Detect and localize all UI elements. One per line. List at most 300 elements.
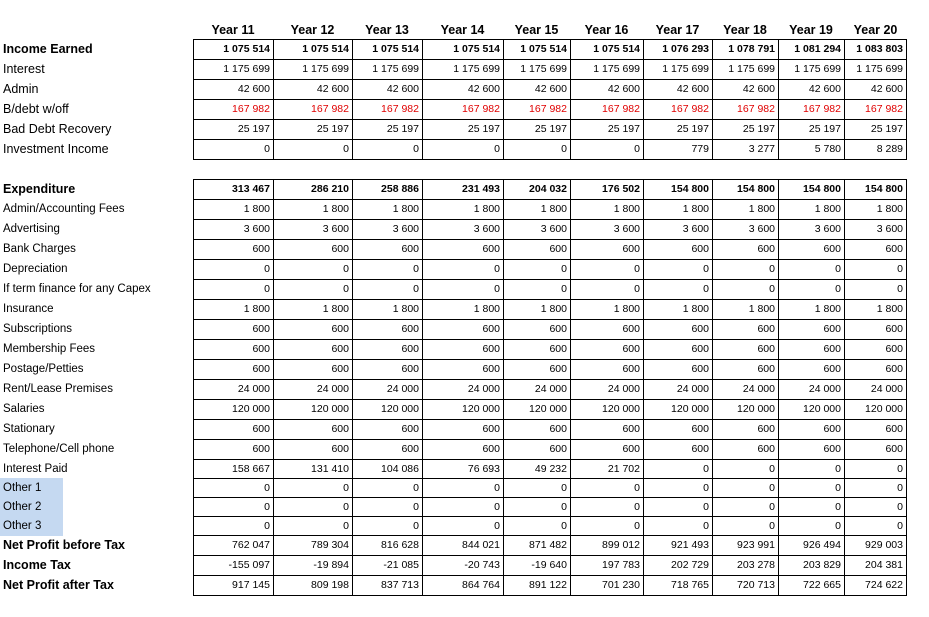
- data-cell[interactable]: 154 800: [643, 179, 712, 199]
- data-cell[interactable]: 0: [712, 279, 778, 299]
- data-cell[interactable]: 3 277: [712, 139, 778, 159]
- data-cell[interactable]: 0: [352, 516, 422, 536]
- data-cell[interactable]: 24 000: [352, 379, 422, 399]
- data-cell[interactable]: 600: [422, 419, 503, 439]
- data-cell[interactable]: 42 600: [352, 79, 422, 99]
- data-cell[interactable]: 1 800: [643, 299, 712, 319]
- data-cell[interactable]: 1 800: [643, 199, 712, 219]
- data-cell[interactable]: 25 197: [503, 119, 570, 139]
- data-cell[interactable]: 0: [193, 279, 273, 299]
- data-cell[interactable]: 1 800: [352, 299, 422, 319]
- data-cell[interactable]: 176 502: [570, 179, 643, 199]
- data-cell[interactable]: 8 289: [844, 139, 907, 159]
- data-cell[interactable]: 0: [712, 478, 778, 498]
- data-cell[interactable]: 0: [643, 279, 712, 299]
- data-cell[interactable]: 762 047: [193, 535, 273, 555]
- data-cell[interactable]: 929 003: [844, 535, 907, 555]
- data-cell[interactable]: 120 000: [422, 399, 503, 419]
- data-cell[interactable]: 131 410: [273, 459, 352, 479]
- data-cell[interactable]: 1 075 514: [503, 39, 570, 59]
- data-cell[interactable]: 0: [570, 139, 643, 159]
- data-cell[interactable]: 0: [422, 279, 503, 299]
- data-cell[interactable]: 600: [422, 319, 503, 339]
- data-cell[interactable]: 3 600: [422, 219, 503, 239]
- expense-row: [0, 439, 929, 459]
- data-cell[interactable]: 167 982: [844, 99, 907, 119]
- data-cell[interactable]: 600: [778, 239, 844, 259]
- data-cell[interactable]: 0: [643, 497, 712, 517]
- data-cell[interactable]: 600: [778, 439, 844, 459]
- data-cell[interactable]: 724 622: [844, 575, 907, 595]
- data-cell[interactable]: 0: [712, 497, 778, 517]
- data-cell[interactable]: 24 000: [643, 379, 712, 399]
- data-cell[interactable]: 600: [273, 359, 352, 379]
- data-cell[interactable]: 3 600: [570, 219, 643, 239]
- data-cell[interactable]: 49 232: [503, 459, 570, 479]
- data-cell[interactable]: 600: [273, 319, 352, 339]
- data-cell[interactable]: 42 600: [570, 79, 643, 99]
- data-cell[interactable]: 0: [844, 516, 907, 536]
- data-cell[interactable]: 923 991: [712, 535, 778, 555]
- data-cell[interactable]: 600: [352, 439, 422, 459]
- data-cell[interactable]: 120 000: [844, 399, 907, 419]
- data-cell[interactable]: 1 800: [273, 299, 352, 319]
- data-cell[interactable]: 600: [570, 419, 643, 439]
- data-cell[interactable]: 25 197: [352, 119, 422, 139]
- data-cell[interactable]: 1 800: [273, 199, 352, 219]
- data-cell[interactable]: 0: [712, 459, 778, 479]
- expense-row: [0, 299, 929, 319]
- data-cell[interactable]: 1 800: [503, 199, 570, 219]
- row-label: Advertising: [3, 223, 60, 235]
- data-cell[interactable]: 600: [778, 419, 844, 439]
- data-cell[interactable]: 24 000: [422, 379, 503, 399]
- data-cell[interactable]: 0: [712, 259, 778, 279]
- column-header: Year 17: [655, 23, 700, 37]
- data-cell[interactable]: 1 175 699: [352, 59, 422, 79]
- data-cell[interactable]: 0: [273, 516, 352, 536]
- data-cell[interactable]: 1 175 699: [570, 59, 643, 79]
- data-cell[interactable]: 600: [273, 439, 352, 459]
- data-cell[interactable]: 0: [352, 279, 422, 299]
- row-label: Other 3: [0, 516, 63, 536]
- row-label: Insurance: [3, 303, 54, 315]
- data-cell[interactable]: 120 000: [570, 399, 643, 419]
- data-cell[interactable]: 1 800: [503, 299, 570, 319]
- data-cell[interactable]: 921 493: [643, 535, 712, 555]
- data-cell[interactable]: 1 175 699: [712, 59, 778, 79]
- data-cell[interactable]: 154 800: [778, 179, 844, 199]
- data-cell[interactable]: 600: [643, 419, 712, 439]
- data-cell[interactable]: 0: [503, 478, 570, 498]
- data-cell[interactable]: 24 000: [712, 379, 778, 399]
- data-cell[interactable]: 600: [193, 319, 273, 339]
- data-cell[interactable]: 600: [778, 359, 844, 379]
- data-cell[interactable]: 837 713: [352, 575, 422, 595]
- data-cell[interactable]: 1 800: [712, 199, 778, 219]
- data-cell[interactable]: 0: [844, 478, 907, 498]
- data-cell[interactable]: 600: [352, 319, 422, 339]
- data-cell[interactable]: 1 075 514: [273, 39, 352, 59]
- data-cell[interactable]: 154 800: [712, 179, 778, 199]
- data-cell[interactable]: 3 600: [778, 219, 844, 239]
- data-cell[interactable]: 25 197: [778, 119, 844, 139]
- data-cell[interactable]: 167 982: [570, 99, 643, 119]
- data-cell[interactable]: -21 085: [352, 555, 422, 575]
- data-cell[interactable]: 1 078 791: [712, 39, 778, 59]
- data-cell[interactable]: 600: [712, 319, 778, 339]
- data-cell[interactable]: 24 000: [503, 379, 570, 399]
- data-cell[interactable]: 158 667: [193, 459, 273, 479]
- data-cell[interactable]: 600: [643, 439, 712, 459]
- data-cell[interactable]: 600: [570, 359, 643, 379]
- data-cell[interactable]: 1 800: [422, 199, 503, 219]
- data-cell[interactable]: 0: [778, 497, 844, 517]
- data-cell[interactable]: 600: [570, 239, 643, 259]
- data-cell[interactable]: 1 175 699: [778, 59, 844, 79]
- data-cell[interactable]: 600: [844, 339, 907, 359]
- data-cell[interactable]: 600: [503, 339, 570, 359]
- data-cell[interactable]: 1 800: [422, 299, 503, 319]
- data-cell[interactable]: 167 982: [643, 99, 712, 119]
- data-cell[interactable]: 0: [570, 259, 643, 279]
- data-cell[interactable]: 0: [503, 279, 570, 299]
- data-cell[interactable]: 3 600: [503, 219, 570, 239]
- data-cell[interactable]: 120 000: [778, 399, 844, 419]
- data-cell[interactable]: 1 800: [193, 299, 273, 319]
- data-cell[interactable]: 1 800: [778, 199, 844, 219]
- data-cell[interactable]: 0: [503, 259, 570, 279]
- data-cell[interactable]: 24 000: [778, 379, 844, 399]
- data-cell[interactable]: 313 467: [193, 179, 273, 199]
- data-cell[interactable]: 167 982: [352, 99, 422, 119]
- data-cell[interactable]: 1 800: [712, 299, 778, 319]
- data-cell[interactable]: 120 000: [193, 399, 273, 419]
- data-cell[interactable]: 600: [352, 239, 422, 259]
- data-cell[interactable]: 816 628: [352, 535, 422, 555]
- data-cell[interactable]: 167 982: [712, 99, 778, 119]
- data-cell[interactable]: 25 197: [422, 119, 503, 139]
- data-cell[interactable]: 25 197: [273, 119, 352, 139]
- data-cell[interactable]: 917 145: [193, 575, 273, 595]
- data-cell[interactable]: -19 894: [273, 555, 352, 575]
- data-cell[interactable]: 42 600: [422, 79, 503, 99]
- data-cell[interactable]: 891 122: [503, 575, 570, 595]
- row-label: B/debt w/off: [3, 102, 69, 116]
- data-cell[interactable]: 231 493: [422, 179, 503, 199]
- data-cell[interactable]: 1 075 514: [570, 39, 643, 59]
- data-cell[interactable]: 926 494: [778, 535, 844, 555]
- data-cell[interactable]: 0: [712, 516, 778, 536]
- data-cell[interactable]: 25 197: [193, 119, 273, 139]
- data-cell[interactable]: 0: [570, 478, 643, 498]
- data-cell[interactable]: 3 600: [643, 219, 712, 239]
- data-cell[interactable]: 1 800: [193, 199, 273, 219]
- data-cell[interactable]: 120 000: [273, 399, 352, 419]
- data-cell[interactable]: 167 982: [273, 99, 352, 119]
- data-cell[interactable]: 600: [273, 339, 352, 359]
- data-cell[interactable]: 167 982: [193, 99, 273, 119]
- data-cell[interactable]: 600: [643, 319, 712, 339]
- data-cell[interactable]: 600: [712, 359, 778, 379]
- data-cell[interactable]: 0: [422, 497, 503, 517]
- data-cell[interactable]: 722 665: [778, 575, 844, 595]
- data-cell[interactable]: 0: [193, 497, 273, 517]
- income-row: [0, 119, 929, 139]
- expense-row: [0, 459, 929, 479]
- expense-row: [0, 279, 929, 299]
- data-cell[interactable]: 24 000: [844, 379, 907, 399]
- data-cell[interactable]: 0: [422, 516, 503, 536]
- data-cell[interactable]: 600: [643, 339, 712, 359]
- data-cell[interactable]: 600: [193, 359, 273, 379]
- data-cell[interactable]: 1 076 293: [643, 39, 712, 59]
- data-cell[interactable]: 0: [643, 478, 712, 498]
- data-cell[interactable]: 197 783: [570, 555, 643, 575]
- data-cell[interactable]: 1 800: [778, 299, 844, 319]
- data-cell[interactable]: 24 000: [193, 379, 273, 399]
- data-cell[interactable]: 600: [778, 339, 844, 359]
- data-cell[interactable]: 0: [193, 478, 273, 498]
- data-cell[interactable]: 600: [273, 239, 352, 259]
- column-header: Year 15: [514, 23, 559, 37]
- data-cell[interactable]: 0: [273, 279, 352, 299]
- row-label: Other 2: [0, 497, 63, 517]
- data-cell[interactable]: 0: [273, 139, 352, 159]
- data-cell[interactable]: 0: [422, 259, 503, 279]
- data-cell[interactable]: -19 640: [503, 555, 570, 575]
- row-label: Telephone/Cell phone: [3, 443, 115, 455]
- data-cell[interactable]: 42 600: [778, 79, 844, 99]
- data-cell[interactable]: -155 097: [193, 555, 273, 575]
- data-cell[interactable]: 42 600: [643, 79, 712, 99]
- data-cell[interactable]: 864 764: [422, 575, 503, 595]
- expense-row: [0, 379, 929, 399]
- data-cell[interactable]: 0: [503, 497, 570, 517]
- data-cell[interactable]: 600: [193, 419, 273, 439]
- row-label: Net Profit before Tax: [3, 538, 126, 552]
- data-cell[interactable]: 0: [503, 516, 570, 536]
- data-cell[interactable]: 0: [422, 139, 503, 159]
- data-cell[interactable]: 104 086: [352, 459, 422, 479]
- expense-row: [0, 339, 929, 359]
- data-cell[interactable]: 0: [778, 478, 844, 498]
- data-cell[interactable]: 1 175 699: [193, 59, 273, 79]
- expense-row: [0, 239, 929, 259]
- data-cell[interactable]: 600: [193, 339, 273, 359]
- data-cell[interactable]: 600: [422, 239, 503, 259]
- data-cell[interactable]: 600: [422, 359, 503, 379]
- data-cell[interactable]: 0: [352, 259, 422, 279]
- data-cell[interactable]: 3 600: [844, 219, 907, 239]
- data-cell[interactable]: 0: [352, 139, 422, 159]
- data-cell[interactable]: 203 278: [712, 555, 778, 575]
- data-cell[interactable]: 600: [643, 239, 712, 259]
- data-cell[interactable]: 871 482: [503, 535, 570, 555]
- data-cell[interactable]: 720 713: [712, 575, 778, 595]
- data-cell[interactable]: 5 780: [778, 139, 844, 159]
- data-cell[interactable]: 167 982: [778, 99, 844, 119]
- data-cell[interactable]: 76 693: [422, 459, 503, 479]
- data-cell[interactable]: 0: [273, 497, 352, 517]
- data-cell[interactable]: 0: [570, 516, 643, 536]
- data-cell[interactable]: 3 600: [712, 219, 778, 239]
- data-cell[interactable]: 204 032: [503, 179, 570, 199]
- data-cell[interactable]: 0: [503, 139, 570, 159]
- data-cell[interactable]: 120 000: [352, 399, 422, 419]
- data-cell[interactable]: 701 230: [570, 575, 643, 595]
- data-cell[interactable]: 600: [844, 319, 907, 339]
- data-cell[interactable]: 600: [844, 359, 907, 379]
- data-cell[interactable]: 42 600: [503, 79, 570, 99]
- data-cell[interactable]: 167 982: [503, 99, 570, 119]
- data-cell[interactable]: 24 000: [570, 379, 643, 399]
- data-cell[interactable]: 0: [273, 259, 352, 279]
- data-cell[interactable]: 0: [570, 497, 643, 517]
- data-cell[interactable]: 120 000: [503, 399, 570, 419]
- row-label: Expenditure: [3, 182, 76, 196]
- data-cell[interactable]: 600: [503, 439, 570, 459]
- data-cell[interactable]: 600: [712, 339, 778, 359]
- data-cell[interactable]: 600: [422, 339, 503, 359]
- data-cell[interactable]: 600: [352, 359, 422, 379]
- data-cell[interactable]: 809 198: [273, 575, 352, 595]
- data-cell[interactable]: 42 600: [193, 79, 273, 99]
- data-cell[interactable]: 21 702: [570, 459, 643, 479]
- data-cell[interactable]: 202 729: [643, 555, 712, 575]
- data-cell[interactable]: 1 800: [844, 199, 907, 219]
- data-cell[interactable]: -20 743: [422, 555, 503, 575]
- expense-row: [0, 359, 929, 379]
- data-cell[interactable]: 600: [570, 339, 643, 359]
- data-cell[interactable]: 25 197: [844, 119, 907, 139]
- data-cell[interactable]: 600: [422, 439, 503, 459]
- data-cell[interactable]: 718 765: [643, 575, 712, 595]
- income-row: [0, 59, 929, 79]
- data-cell[interactable]: 600: [193, 239, 273, 259]
- data-cell[interactable]: 1 800: [844, 299, 907, 319]
- data-cell[interactable]: 0: [422, 478, 503, 498]
- data-cell[interactable]: 600: [570, 439, 643, 459]
- column-header: Year 19: [789, 23, 833, 37]
- data-cell[interactable]: 286 210: [273, 179, 352, 199]
- data-cell[interactable]: 0: [193, 259, 273, 279]
- column-header: Year 14: [440, 23, 485, 37]
- data-cell[interactable]: 1 175 699: [503, 59, 570, 79]
- data-cell[interactable]: 0: [352, 497, 422, 517]
- data-cell[interactable]: 0: [844, 497, 907, 517]
- data-cell[interactable]: 3 600: [273, 219, 352, 239]
- data-cell[interactable]: 0: [643, 516, 712, 536]
- data-cell[interactable]: 1 175 699: [273, 59, 352, 79]
- data-cell[interactable]: 600: [712, 239, 778, 259]
- data-cell[interactable]: 600: [503, 319, 570, 339]
- data-cell[interactable]: 789 304: [273, 535, 352, 555]
- data-cell[interactable]: 600: [503, 419, 570, 439]
- data-cell[interactable]: 0: [643, 459, 712, 479]
- data-cell[interactable]: 25 197: [643, 119, 712, 139]
- data-cell[interactable]: 42 600: [273, 79, 352, 99]
- data-cell[interactable]: 204 381: [844, 555, 907, 575]
- data-cell[interactable]: 25 197: [570, 119, 643, 139]
- data-cell[interactable]: 1 083 803: [844, 39, 907, 59]
- table-bottom-border: [193, 595, 907, 596]
- data-cell[interactable]: 600: [778, 319, 844, 339]
- data-cell[interactable]: 167 982: [422, 99, 503, 119]
- data-cell[interactable]: 154 800: [844, 179, 907, 199]
- data-cell[interactable]: 0: [352, 478, 422, 498]
- data-cell[interactable]: 1 175 699: [422, 59, 503, 79]
- data-cell[interactable]: 899 012: [570, 535, 643, 555]
- data-cell[interactable]: 1 800: [352, 199, 422, 219]
- data-cell[interactable]: 42 600: [712, 79, 778, 99]
- data-cell[interactable]: 0: [844, 459, 907, 479]
- row-label: Net Profit after Tax: [3, 578, 114, 592]
- data-cell[interactable]: 0: [570, 279, 643, 299]
- data-cell[interactable]: 0: [193, 139, 273, 159]
- data-cell[interactable]: 1 075 514: [193, 39, 273, 59]
- data-cell[interactable]: 120 000: [643, 399, 712, 419]
- data-cell[interactable]: 0: [778, 459, 844, 479]
- data-cell[interactable]: 600: [844, 439, 907, 459]
- data-cell[interactable]: 120 000: [712, 399, 778, 419]
- row-label: Income Tax: [3, 558, 71, 572]
- data-cell[interactable]: 24 000: [273, 379, 352, 399]
- data-cell[interactable]: 600: [352, 339, 422, 359]
- data-cell[interactable]: 1 800: [570, 299, 643, 319]
- data-cell[interactable]: 1 075 514: [422, 39, 503, 59]
- data-cell[interactable]: 844 021: [422, 535, 503, 555]
- data-cell[interactable]: 600: [193, 439, 273, 459]
- data-cell[interactable]: 1 175 699: [643, 59, 712, 79]
- data-cell[interactable]: 0: [844, 259, 907, 279]
- data-cell[interactable]: 600: [273, 419, 352, 439]
- data-cell[interactable]: 1 800: [570, 199, 643, 219]
- data-cell[interactable]: 600: [352, 419, 422, 439]
- data-cell[interactable]: 1 075 514: [352, 39, 422, 59]
- data-cell[interactable]: 600: [712, 419, 778, 439]
- data-cell[interactable]: 203 829: [778, 555, 844, 575]
- column-header: Year 16: [584, 23, 629, 37]
- data-cell[interactable]: 1 081 294: [778, 39, 844, 59]
- data-cell[interactable]: 600: [844, 419, 907, 439]
- data-cell[interactable]: 600: [570, 319, 643, 339]
- expense-row: [0, 516, 929, 536]
- data-cell[interactable]: 600: [712, 439, 778, 459]
- data-cell[interactable]: 0: [643, 259, 712, 279]
- data-cell[interactable]: 779: [643, 139, 712, 159]
- data-cell[interactable]: 25 197: [712, 119, 778, 139]
- data-cell[interactable]: 0: [778, 279, 844, 299]
- data-cell[interactable]: 0: [778, 516, 844, 536]
- data-cell[interactable]: 1 175 699: [844, 59, 907, 79]
- data-cell[interactable]: 42 600: [844, 79, 907, 99]
- data-cell[interactable]: 0: [778, 259, 844, 279]
- column-header: Year 13: [365, 23, 409, 37]
- data-cell[interactable]: 0: [844, 279, 907, 299]
- data-cell[interactable]: 3 600: [193, 219, 273, 239]
- data-cell[interactable]: 0: [273, 478, 352, 498]
- data-cell[interactable]: 258 886: [352, 179, 422, 199]
- row-label: Subscriptions: [3, 323, 73, 335]
- data-cell[interactable]: 600: [844, 239, 907, 259]
- data-cell[interactable]: 3 600: [352, 219, 422, 239]
- data-cell[interactable]: 600: [503, 359, 570, 379]
- expense-row: [0, 419, 929, 439]
- data-cell[interactable]: 600: [503, 239, 570, 259]
- data-cell[interactable]: 0: [193, 516, 273, 536]
- data-cell[interactable]: 600: [643, 359, 712, 379]
